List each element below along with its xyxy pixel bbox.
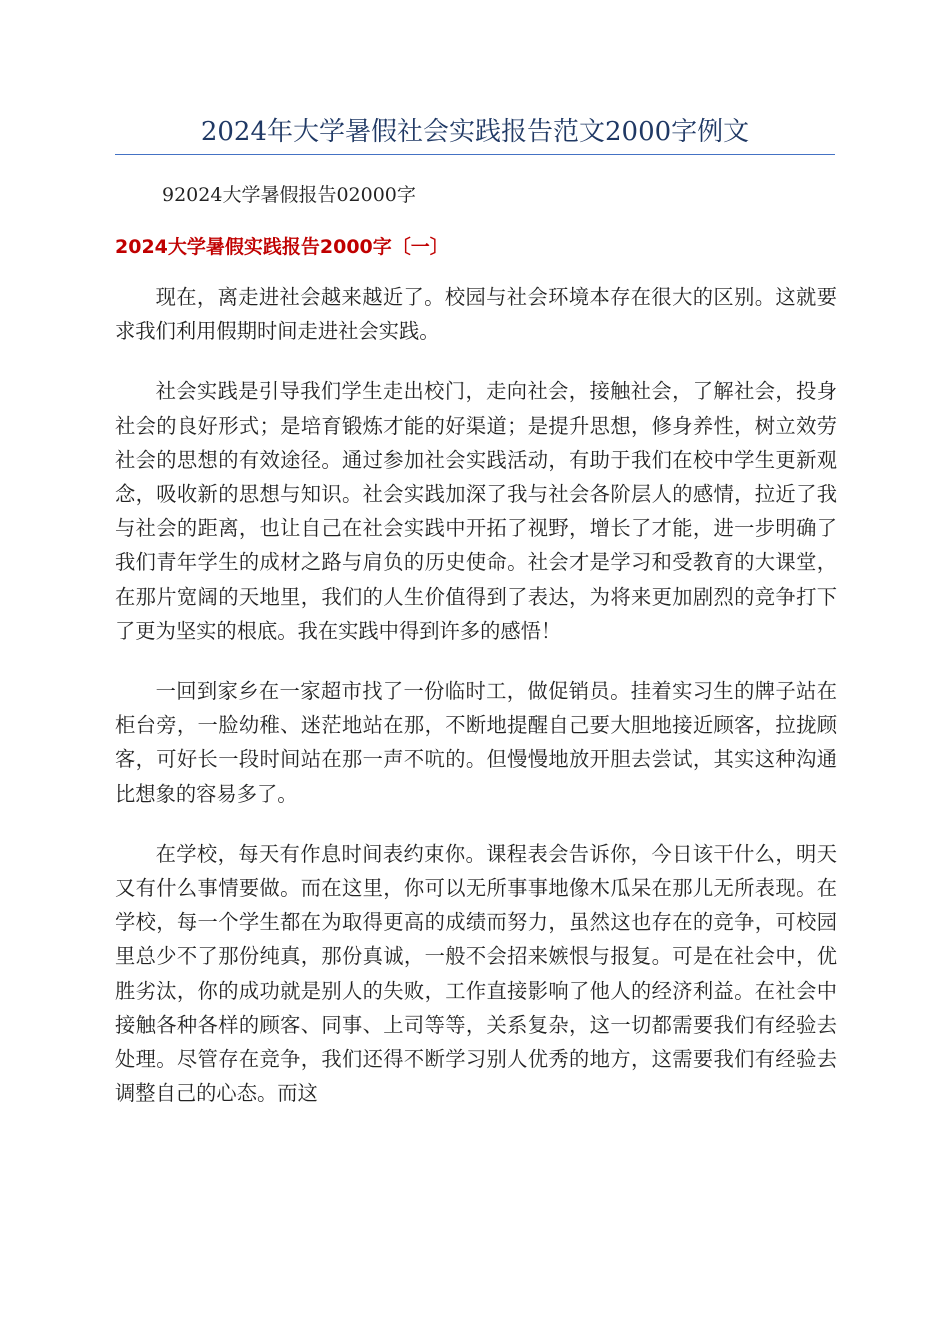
document-title: 2024年大学暑假社会实践报告范文2000字例文: [200, 117, 750, 147]
section-heading: 2024大学暑假实践报告2000字〔一〕: [115, 236, 449, 258]
paragraph: 社会实践是引导我们学生走出校门，走向社会，接触社会，了解社会，投身社会的良好形式；是培育锻炼才能的好渠道；是提升思想，修身养性，树立效劳社会的思想的有效途径。通过参加社会实践活动，有助于我们在校中学生更新观念，吸收新的思想与知识。社会实践加深了我与社会各阶层人的感情，拉近了我与社会的距离，也让自己在社会实践中开拓了视野，增长了才能，进一步明确了我们青年学生的成材之路与肩负的历史使命。社会才是学习和受教育的大课堂，在那片宽阔的天地里，我们的人生价值得到了表达，为将来更加剧烈的竞争打下了更为坚实的根底。我在实践中得到许多的感悟！: [115, 379, 837, 643]
document-subtitle: 92024大学暑假报告02000字: [162, 184, 416, 206]
paragraph: 现在，离走进社会越来越近了。校园与社会环境本存在很大的区别。这就要求我们利用假期时间走进社会实践。: [115, 285, 837, 344]
paragraph: 一回到家乡在一家超市找了一份临时工，做促销员。挂着实习生的牌子站在柜台旁，一脸幼稚、迷茫地站在那，不断地提醒自己要大胆地接近顾客，拉拢顾客，可好长一段时间站在那一声不吭的。但慢慢地放开胆去尝试，其实这种沟通比想象的容易多了。: [115, 679, 837, 806]
paragraph: 在学校，每天有作息时间表约束你。课程表会告诉你，今日该干什么，明天又有什么事情要做。而在这里，你可以无所事事地像木瓜呆在那儿无所表现。在学校，每一个学生都在为取得更高的成绩而努力，虽然这也存在的竞争，可校园里总少不了那份纯真，那份真诚，一般不会招来嫉恨与报复。可是在社会中，优胜劣汰，你的成功就是别人的失败，工作直接影响了他人的经济利益。在社会中接触各种各样的顾客、同事、上司等等，关系复杂，这一切都需要我们有经验去处理。尽管存在竞争，我们还得不断学习别人优秀的地方，这需要我们有经验去调整自己的心态。而这: [115, 841, 837, 1106]
body-text: [115, 280, 837, 1136]
title-underline: [115, 154, 835, 155]
